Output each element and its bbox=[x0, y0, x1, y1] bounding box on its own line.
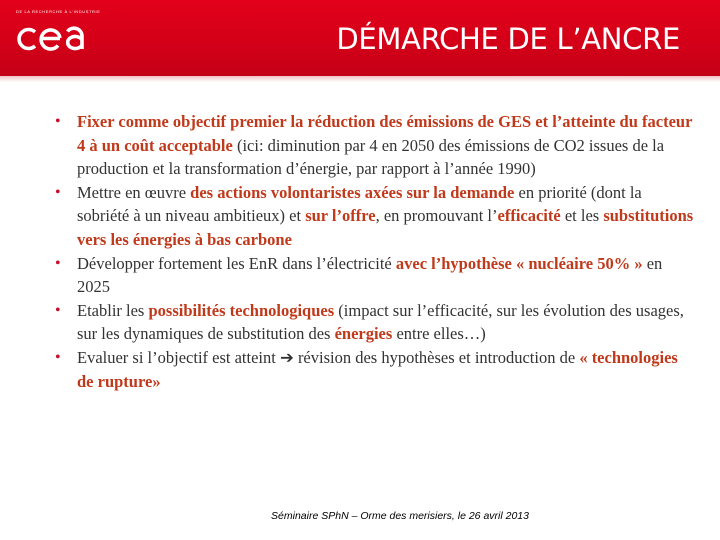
highlight-text: avec l’hypothèse « nucléaire 50% » bbox=[395, 253, 643, 273]
highlight-text: Fixer comme objectif premier la réduction des émissions de GES et l’atteinte du facteur 4 à un coût acceptable bbox=[77, 112, 693, 155]
body-text: , en promouvant l’ bbox=[375, 206, 498, 226]
body-text: (impact sur l’efficacité, sur les évolution des usages, sur les dynamiques de substitution des bbox=[77, 300, 684, 344]
bullet-item bbox=[55, 299, 695, 346]
highlight-text: des actions volontaristes axées sur la demande bbox=[190, 182, 515, 202]
cea-logo-icon bbox=[14, 8, 94, 58]
bullet-item bbox=[55, 110, 695, 181]
body-text: ➔ bbox=[279, 347, 294, 367]
body-text: Développer fortement les EnR dans l’électricité bbox=[77, 253, 396, 273]
highlight-text: sur l’offre bbox=[305, 206, 376, 226]
bullet-list bbox=[55, 110, 695, 393]
body-text: (ici: diminution par 4 en 2050 des émissions de CO2 issues de la production et la transformation d’énergie, par rapport à l’année 1990) bbox=[77, 135, 665, 179]
bullet-item bbox=[55, 181, 695, 252]
slide-footer: Séminaire SPhN – Orme des merisiers, le 26 avril 2013 bbox=[271, 510, 529, 522]
body-text: en priorité (dont la sobriété à un niveau ambitieux) et bbox=[77, 182, 642, 226]
body-text: en 2025 bbox=[77, 253, 663, 297]
highlight-text: substitutions vers les énergies à bas carbone bbox=[77, 206, 694, 249]
logo-tagline: DE LA RECHERCHE À L’INDUSTRIE bbox=[16, 9, 101, 14]
header-shadow bbox=[0, 76, 720, 82]
highlight-text: possibilités technologiques bbox=[148, 300, 335, 320]
bullet-item bbox=[55, 346, 695, 393]
highlight-text: énergies bbox=[334, 324, 393, 344]
slide-title: DÉMARCHE DE L’ANCRE bbox=[336, 22, 680, 56]
highlight-text: « technologies de rupture» bbox=[77, 347, 678, 391]
bullet-item bbox=[55, 252, 695, 299]
slide-header bbox=[0, 0, 720, 76]
highlight-text: efficacité bbox=[497, 206, 561, 226]
body-text: révision des hypothèses et introduction de bbox=[293, 347, 580, 367]
body-text: Mettre en œuvre bbox=[77, 182, 191, 202]
body-text: Evaluer si l’objectif est atteint bbox=[77, 347, 280, 367]
body-text: Etablir les bbox=[77, 300, 149, 320]
body-text: entre elles…) bbox=[392, 324, 486, 344]
body-text: et les bbox=[560, 206, 604, 226]
slide-content bbox=[55, 110, 695, 393]
